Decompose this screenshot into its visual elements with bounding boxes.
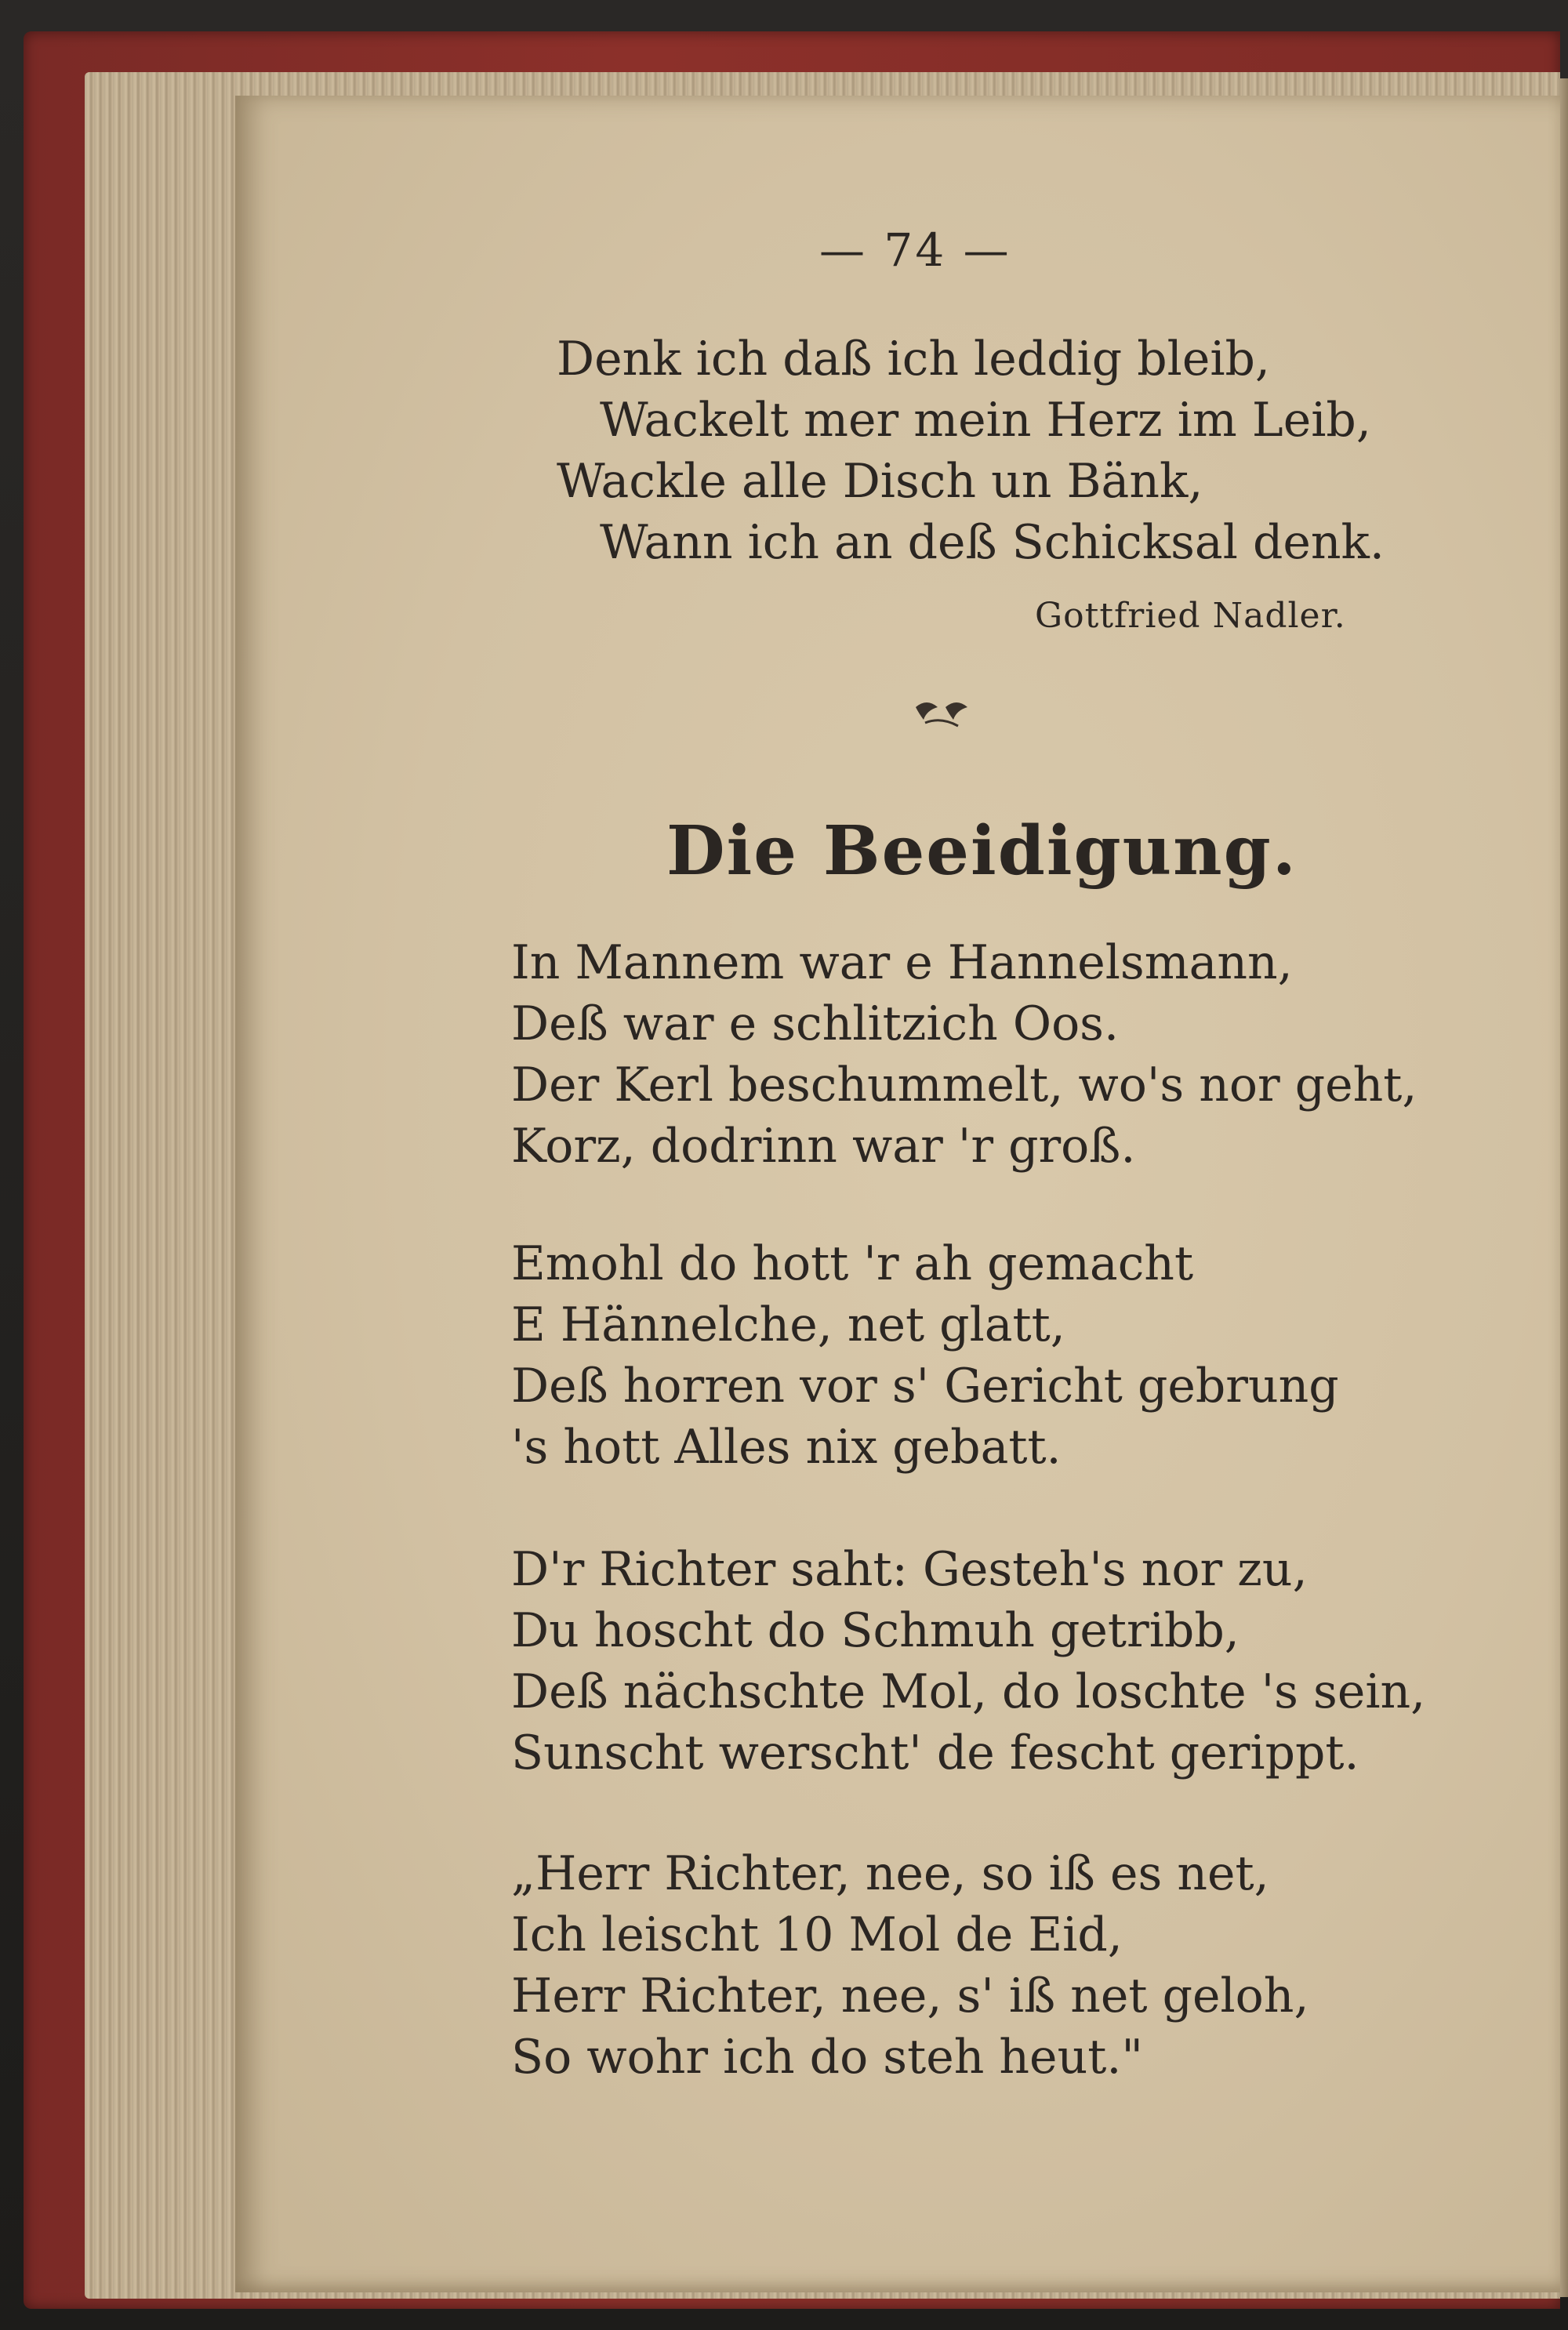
fleuron-ornament-icon: [909, 696, 977, 731]
stanza4-line-3: Herr Richter, nee, s' iß net geloh,: [511, 1969, 1309, 2023]
author-signature: Gottfried Nadler.: [1035, 596, 1346, 636]
stanza1-line-2: Deß war e schlitzich Oos.: [511, 996, 1120, 1051]
stanza4-line-1: „Herr Richter, nee, so iß es net,: [511, 1846, 1269, 1901]
stanza2-line-3: Deß horren vor s' Gericht gebrung: [511, 1359, 1339, 1414]
intro-line-1: Denk ich daß ich leddig bleib,: [557, 332, 1270, 387]
stanza4-line-4: So wohr ich do steh heut.": [511, 2030, 1143, 2085]
stanza2-line-4: 's hott Alles nix gebatt.: [511, 1420, 1062, 1475]
intro-line-3: Wackle alle Disch un Bänk,: [557, 454, 1203, 509]
stanza3-line-3: Deß nächschte Mol, do loschte 's sein,: [511, 1664, 1426, 1719]
stanza3-line-2: Du hoscht do Schmuh getribb,: [511, 1603, 1240, 1658]
page-number: — 74 —: [819, 223, 1011, 277]
stanza1-line-4: Korz, dodrinn war 'r groß.: [511, 1119, 1136, 1174]
intro-line-4: Wann ich an deß Schicksal denk.: [600, 515, 1385, 570]
poem-title: Die Beeidigung.: [666, 811, 1298, 891]
stanza4-line-2: Ich leischt 10 Mol de Eid,: [511, 1907, 1123, 1962]
stanza2-line-1: Emohl do hott 'r ah gemacht: [511, 1236, 1194, 1291]
stanza3-line-1: D'r Richter saht: Gesteh's nor zu,: [511, 1542, 1308, 1597]
stanza1-line-3: Der Kerl beschummelt, wo's nor geht,: [511, 1058, 1417, 1112]
stanza3-line-4: Sunscht werscht' de fescht gerippt.: [511, 1726, 1359, 1780]
stanza1-line-1: In Mannem war e Hannelsmann,: [511, 935, 1293, 990]
stanza2-line-2: E Hännelche, net glatt,: [511, 1297, 1065, 1352]
intro-line-2: Wackelt mer mein Herz im Leib,: [600, 393, 1371, 448]
